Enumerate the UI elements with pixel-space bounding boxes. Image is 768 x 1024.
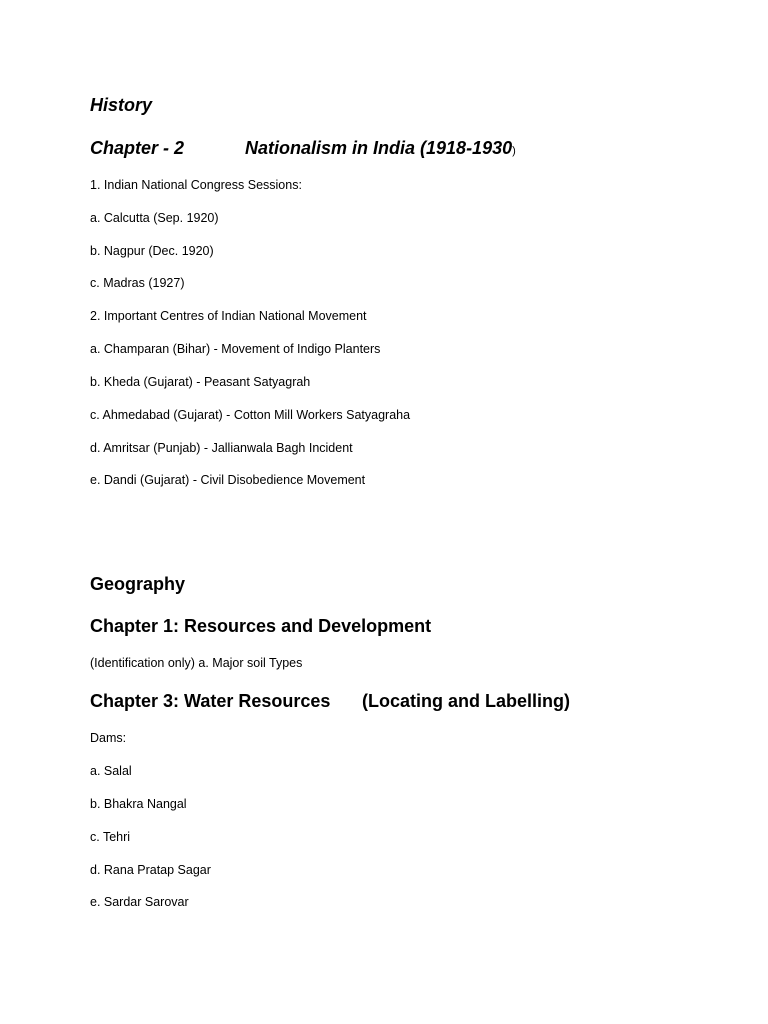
history-chapter-title (245, 138, 516, 159)
dam-item: e. Sardar Sarovar (90, 895, 189, 909)
geography-heading: Geography (90, 574, 186, 594)
history-line: c. Madras (1927) (90, 276, 185, 290)
history-heading: History (90, 95, 153, 115)
dams-label: Dams: (90, 731, 127, 745)
dam-item: c. Tehri (90, 830, 131, 844)
history-line: e. Dandi (Gujarat) - Civil Disobedience Movement (90, 473, 366, 487)
geography-chapter3-note: (Locating and Labelling) (362, 691, 570, 711)
history-line: 1. Indian National Congress Sessions: (90, 178, 302, 192)
geography-chapter1-title: Chapter 1: Resources and Development (90, 616, 432, 636)
history-line: a. Champaran (Bihar) - Movement of Indigo Planters (90, 342, 381, 356)
history-line: a. Calcutta (Sep. 1920) (90, 211, 219, 225)
dam-item: a. Salal (90, 764, 132, 778)
history-chapter-title-text: Nationalism in India (1918-1930 (245, 138, 513, 158)
geography-chapter1-note: (Identification only) a. Major soil Types (90, 656, 303, 670)
history-line: 2. Important Centres of Indian National Movement (90, 309, 367, 323)
geography-chapter3-title: Chapter 3: Water Resources (90, 691, 331, 711)
dam-item: d. Rana Pratap Sagar (90, 863, 211, 877)
history-line: b. Kheda (Gujarat) - Peasant Satyagrah (90, 375, 311, 389)
history-chapter-label: Chapter - 2 (90, 138, 185, 158)
history-line: c. Ahmedabad (Gujarat) - Cotton Mill Workers Satyagraha (90, 408, 411, 422)
dam-item: b. Bhakra Nangal (90, 797, 187, 811)
history-line: b. Nagpur (Dec. 1920) (90, 244, 214, 258)
history-chapter-title-close: ) (512, 145, 516, 157)
history-line: d. Amritsar (Punjab) - Jallianwala Bagh Incident (90, 441, 353, 455)
